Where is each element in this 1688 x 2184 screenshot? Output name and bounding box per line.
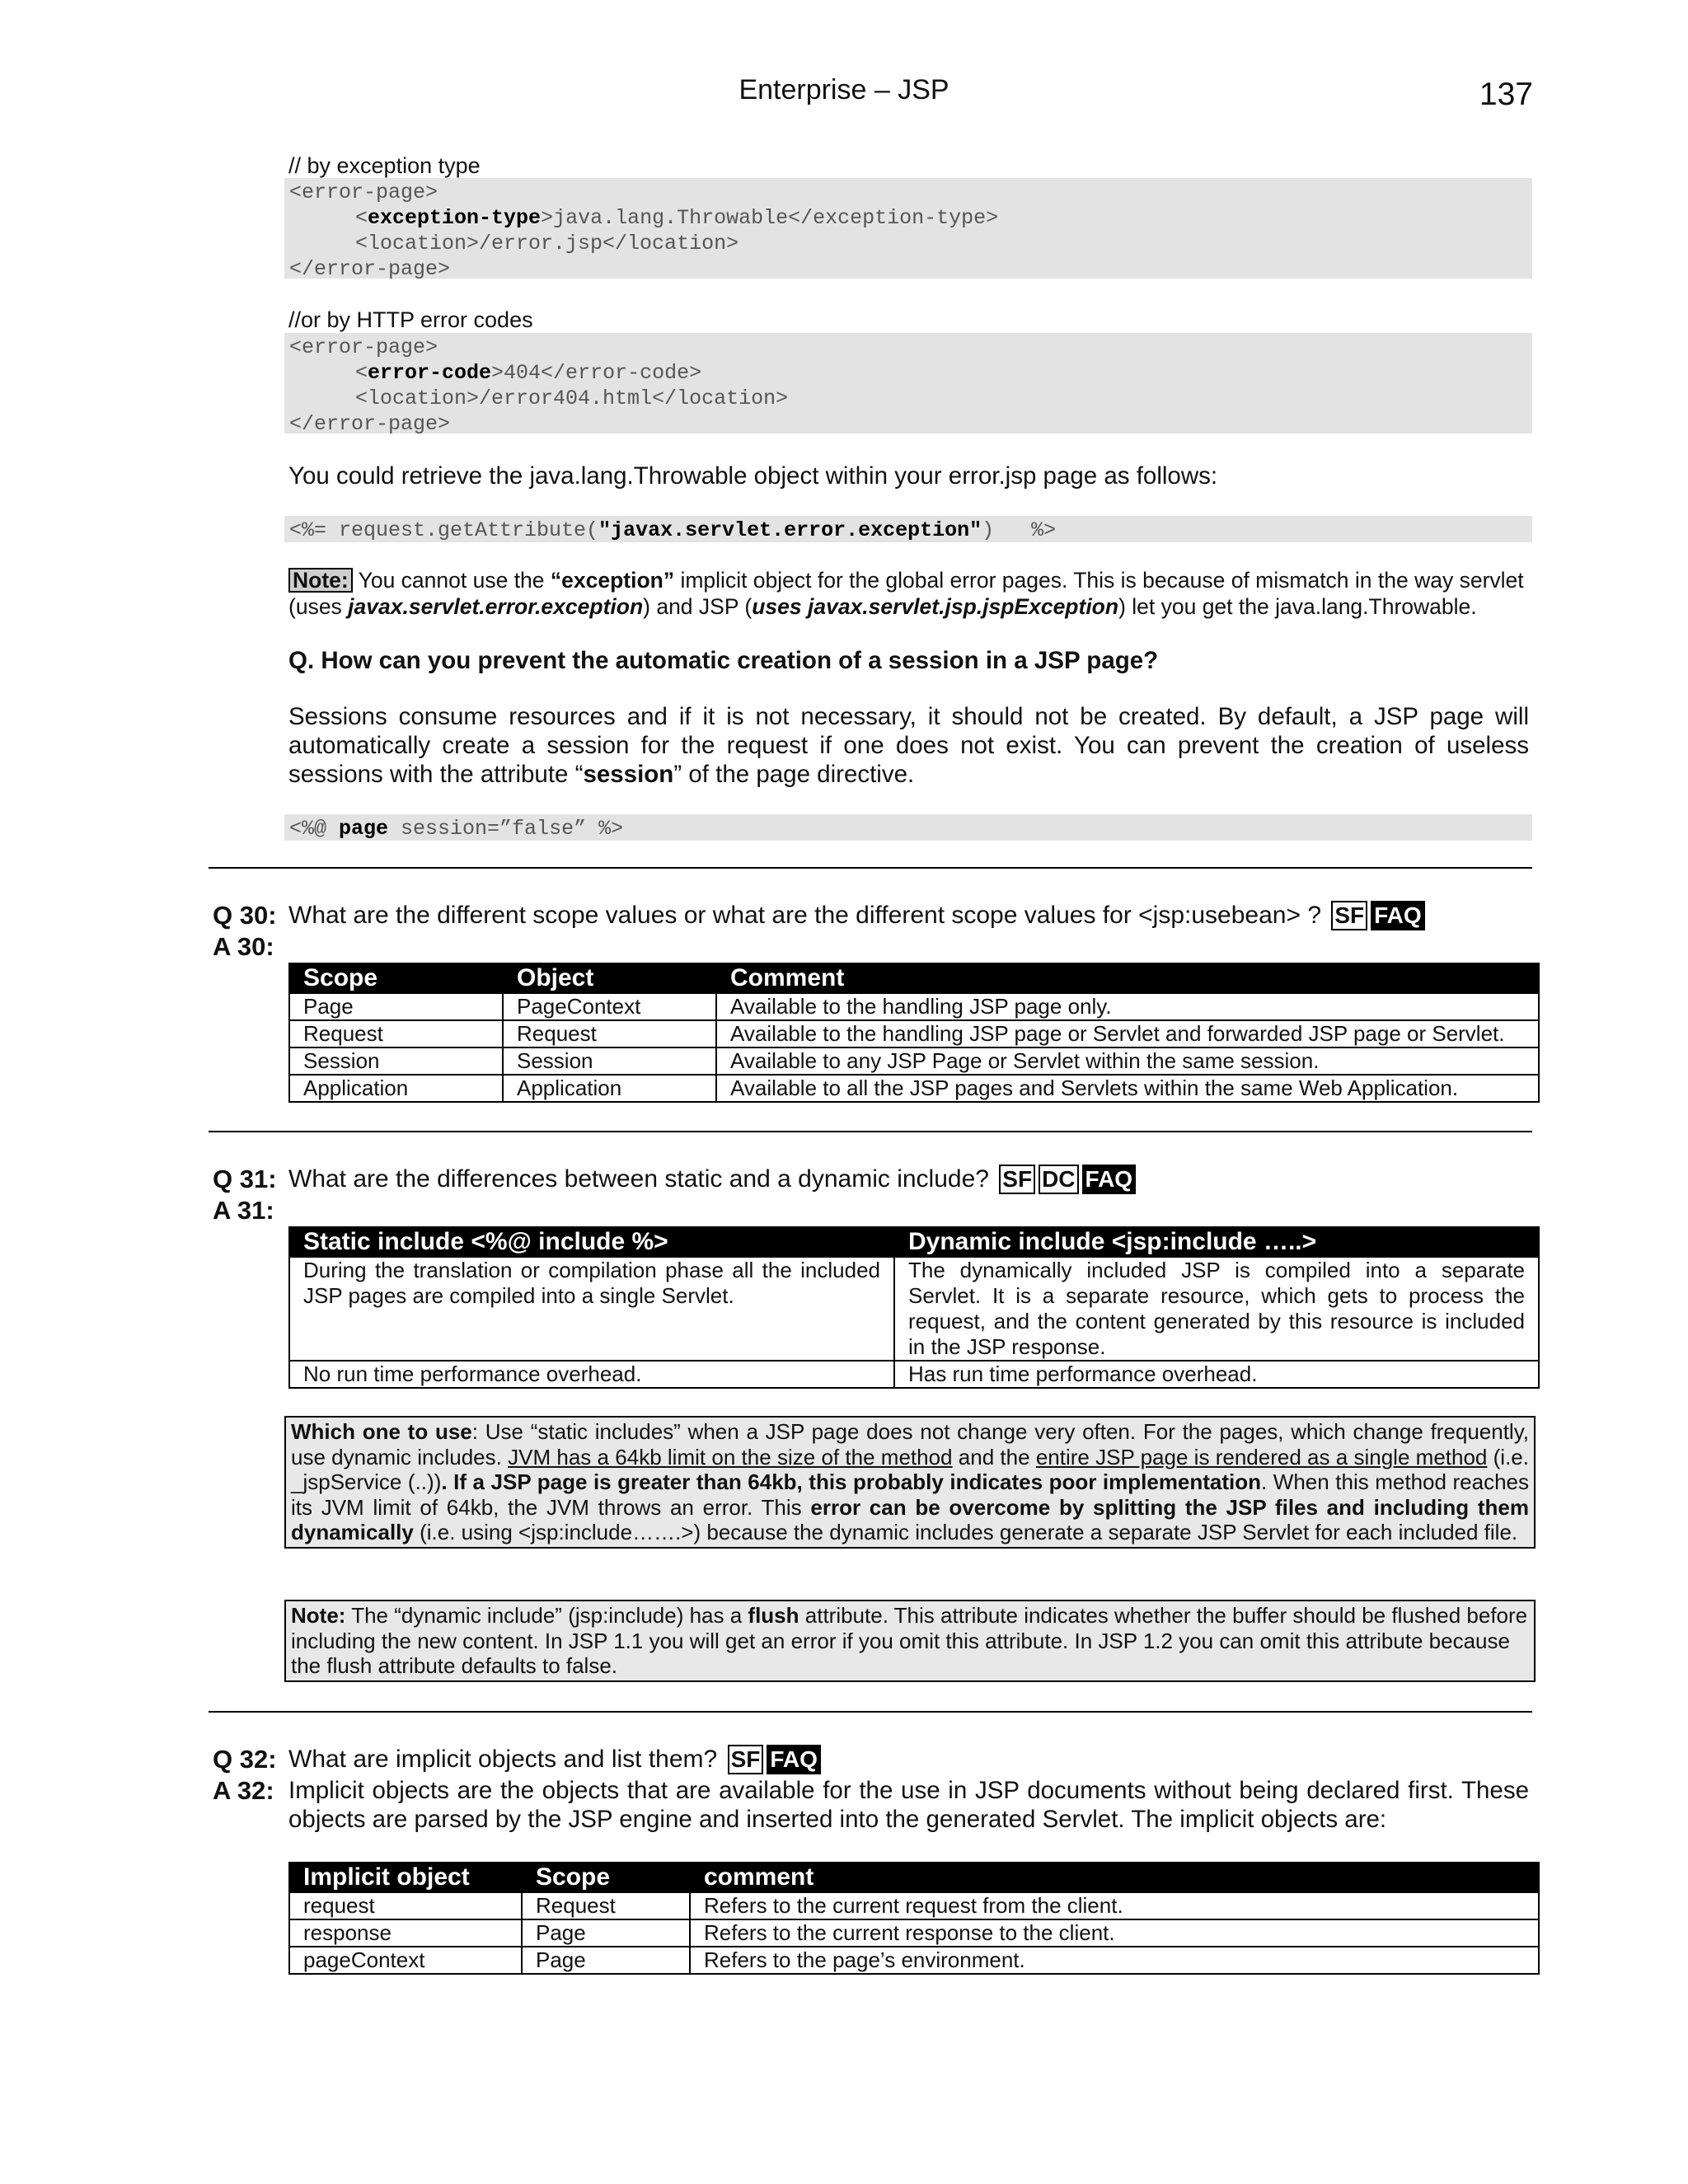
a32-answer: Implicit objects are the objects that are available for the use in JSP documents without being declared first. These objects are parsed by the JSP engine and inserted into the generated Servlet. The implicit objects are:	[288, 1777, 1529, 1833]
q30-label: Q 30:	[213, 901, 277, 930]
table-row: Application Application Available to all the JSP pages and Servlets within the same Web Application.	[289, 1075, 1539, 1102]
a31-label: A 31:	[213, 1196, 274, 1225]
tag-sf: SF	[999, 1165, 1035, 1194]
code-block-error-code: <error-page> <error-code>404</error-code> <location>/error404.html</location> </error-page>	[284, 333, 1532, 434]
table-header-row: Scope Object Comment	[289, 963, 1539, 993]
retrieve-throwable-text: You could retrieve the java.lang.Throwable object within your error.jsp page as follows:	[288, 462, 1218, 490]
scope-table	[288, 963, 1540, 1103]
code-block-page-directive: <%@ page session=”false” %>	[284, 814, 1532, 841]
code-comment-error-code: //or by HTTP error codes	[288, 307, 533, 332]
q31-question: What are the differences between static and a dynamic include? SF DC FAQ	[288, 1165, 1136, 1194]
table-row: Page PageContext Available to the handling JSP page only.	[289, 993, 1539, 1020]
section-divider	[209, 1711, 1532, 1713]
table-row: request Request Refers to the current request from the client.	[289, 1892, 1539, 1919]
flush-note-box: Note: The “dynamic include” (jsp:include) has a flush attribute. This attribute indicates whether the buffer should be flushed before including the new content. In JSP 1.1 you will get an error if you omit this attribute. In JSP 1.2 you can omit this attribute because the flush attribute defaults to false.	[284, 1600, 1536, 1682]
tag-faq: FAQ	[1082, 1165, 1137, 1194]
table-row: pageContext Page Refers to the page’s environment.	[289, 1947, 1539, 1974]
exception-note: Note: You cannot use the “exception” implicit object for the global error pages. This is because of mismatch in the way servlet (uses javax.servlet.error.exception) and JSP (uses javax.servlet.jsp.jspException) let you get the java.lang.Throwable.	[288, 568, 1524, 619]
table-header-row: Implicit object Scope comment	[289, 1863, 1539, 1892]
table-header-row: Static include <%@ include %> Dynamic include <jsp:include …..>	[289, 1227, 1539, 1257]
q31-label: Q 31:	[213, 1165, 277, 1193]
section-divider	[209, 867, 1532, 869]
tag-faq: FAQ	[767, 1745, 821, 1774]
include-comparison-table	[288, 1226, 1540, 1389]
section-divider	[209, 1131, 1532, 1132]
code-block-exception-type: <error-page> <exception-type>java.lang.Throwable</exception-type> <location>/error.jsp</location> </error-page>	[284, 178, 1532, 279]
tag-faq: FAQ	[1371, 901, 1425, 930]
which-one-to-use-box: Which one to use: Use “static includes” when a JSP page does not change very often. For the pages, which change frequently, use dynamic includes. JVM has a 64kb limit on the size of the method and the entire JSP page is rendered as a single method (i.e. _jspService (..)). If a JSP page is greater than 64kb, this probably indicates poor implementation. When this method reaches its JVM limit of 64kb, the JVM throws an error. This error can be overcome by splitting the JSP files and including them dynamically (i.e. using <jsp:include…….>) because the dynamic includes generate a separate JSP Servlet for each included file.	[284, 1416, 1536, 1549]
q30-question: What are the different scope values or what are the different scope values for <jsp:usebean> ? SF FAQ	[288, 901, 1425, 930]
table-row: No run time performance overhead. Has run time performance overhead.	[289, 1361, 1539, 1388]
tag-dc: DC	[1039, 1165, 1078, 1194]
session-question: Q. How can you prevent the automatic creation of a session in a JSP page?	[288, 647, 1159, 674]
q32-question: What are implicit objects and list them? SF FAQ	[288, 1745, 821, 1774]
tag-sf: SF	[728, 1745, 764, 1774]
implicit-objects-table	[288, 1862, 1540, 1975]
running-header-title: Enterprise – JSP	[738, 74, 950, 105]
code-block-get-attribute: <%= request.getAttribute("javax.servlet.error.exception") %>	[284, 516, 1532, 542]
session-paragraph: Sessions consume resources and if it is not necessary, it should not be created. By default, a JSP page will automatically create a session for the request if one does not exist. You can prevent the creation of useless sessions with the attribute “session” of the page directive.	[288, 703, 1529, 788]
note-label: Note:	[288, 568, 353, 593]
code-comment-exception-type: // by exception type	[288, 153, 481, 178]
tag-sf: SF	[1331, 901, 1367, 930]
page-number: 137	[1479, 77, 1533, 112]
table-row: response Page Refers to the current response to the client.	[289, 1919, 1539, 1947]
table-row: During the translation or compilation phase all the included JSP pages are compiled into a single Servlet. The dynamically included JSP is compiled into a separate Servlet. It is a separate resource, which gets to process the request, and the content generated by this resource is included in the JSP response.	[289, 1257, 1539, 1361]
q32-label: Q 32:	[213, 1745, 277, 1774]
table-row: Request Request Available to the handling JSP page or Servlet and forwarded JSP page or Servlet.	[289, 1020, 1539, 1047]
a30-label: A 30:	[213, 932, 274, 961]
a32-label: A 32:	[213, 1776, 274, 1805]
table-row: Session Session Available to any JSP Page or Servlet within the same session.	[289, 1047, 1539, 1075]
